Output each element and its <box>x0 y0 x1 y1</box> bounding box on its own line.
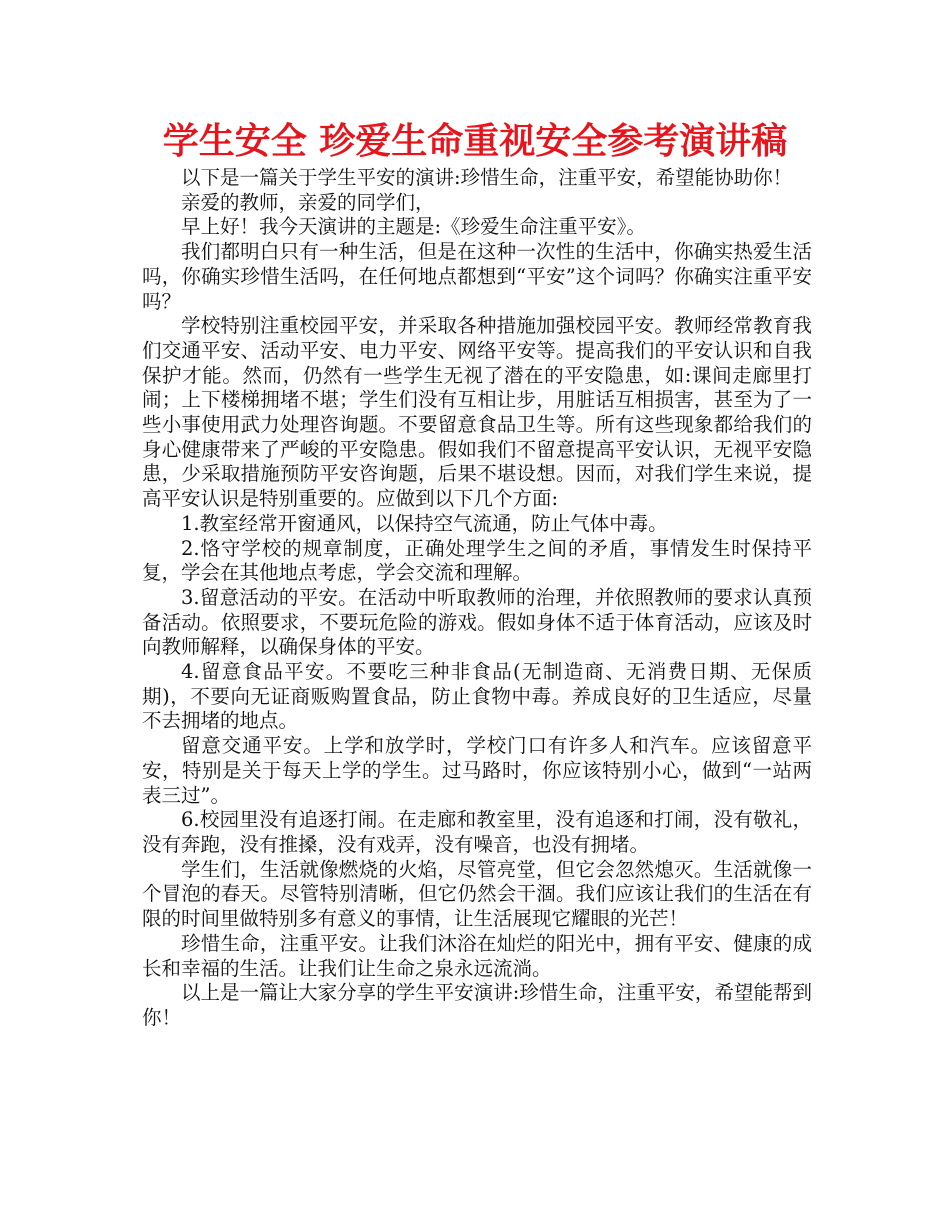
paragraph-point-4: 4.留意食品平安。不要吃三种非食品(无制造商、无消费日期、无保质期)，不要向无证商贩购置食品，防止食物中毒。养成良好的卫生适应，尽量不去拥堵的地点。 <box>142 660 812 733</box>
paragraph-point-6: 6.校园里没有追逐打闹。在走廊和教室里，没有追逐和打闹，没有敬礼，没有奔跑，没有推搡，没有戏弄，没有噪音，也没有拥堵。 <box>142 808 812 856</box>
document-title: 学生安全 珍爱生命重视安全参考演讲稿 <box>162 121 788 162</box>
paragraph-greeting: 亲爱的教师，亲爱的同学们， <box>181 190 435 214</box>
paragraph-life: 学生们，生活就像燃烧的火焰，尽管亮堂，但它会忽然熄灭。生活就像一个冒泡的春天。尽管特别清晰，但它仍然会干涸。我们应该让我们的生活在有限的时间里做特别多有意义的事情，让生活展现它耀眼的光芒！ <box>142 857 812 931</box>
paragraph-topic: 早上好！我今天演讲的主题是:《珍爱生命注重平安》。 <box>181 215 646 239</box>
paragraph-point-3: 3.留意活动的平安。在活动中听取教师的治理，并依照教师的要求认真预备活动。依照要求，不要玩危险的游戏。假如身体不适于体育活动，应该及时向教师解释，以确保身体的平安。 <box>142 585 812 659</box>
document-body <box>142 166 812 1031</box>
paragraph-point-2: 2.恪守学校的规章制度，正确处理学生之间的矛盾，事情发生时保持平复，学会在其他地点考虑，学会交流和理解。 <box>142 536 812 585</box>
paragraph-intro: 以下是一篇关于学生平安的演讲:珍惜生命，注重平安，希望能协助你！ <box>181 166 793 189</box>
paragraph-traffic: 留意交通平安。上学和放学时，学校门口有许多人和汽车。应该留意平安，特别是关于每天上学的学生。过马路时，你应该特别小心，做到“一站两表三过”。 <box>142 734 812 807</box>
paragraph-closing: 以上是一篇让大家分享的学生平安演讲:珍惜生命，注重平安，希望能帮到你！ <box>142 981 812 1029</box>
paragraph-school-safety: 学校特别注重校园平安，并采取各种措施加强校园平安。教师经常教育我们交通平安、活动平安、电力平安、网络平安等。提高我们的平安认识和自我保护才能。然而，仍然有一些学生无视了潜在的平安隐患，如:课间走廊里打闹；上下楼梯拥堵不堪；学生们没有互相让步，用脏话互相损害，甚至为了一些小事使用武力处理咨询题。不要留意食品卫生等。所有这些现象都给我们的身心健康带来了严峻的平安隐患。假如我们不留意提高平安认识，无视平安隐患，少采取措施预防平安咨询题，后果不堪设想。因而，对我们学生来说，提高平安认识是特别重要的。应做到以下几个方面: <box>142 314 812 511</box>
paragraph-question: 我们都明白只有一种生活，但是在这种一次性的生活中，你确实热爱生活吗，你确实珍惜生活吗，在任何地点都想到“平安”这个词吗？你确实注重平安吗？ <box>142 240 812 313</box>
paragraph-cherish: 珍惜生命，注重平安。让我们沐浴在灿烂的阳光中，拥有平安、健康的成长和幸福的生活。让我们让生命之泉永远流淌。 <box>142 931 812 980</box>
paragraph-point-1: 1.教室经常开窗通风，以保持空气流通，防止气体中毒。 <box>181 511 668 535</box>
